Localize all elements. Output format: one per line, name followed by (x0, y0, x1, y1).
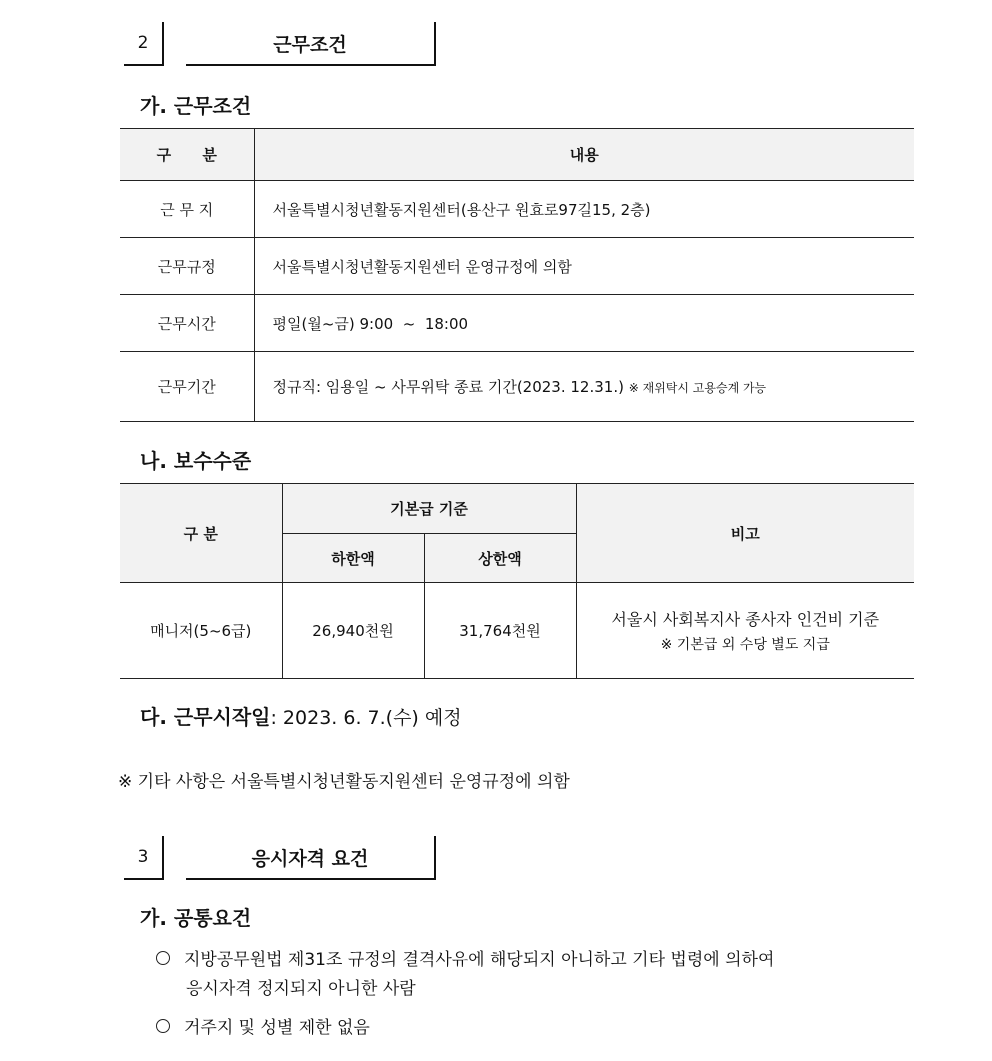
pay-row-remark (576, 583, 914, 679)
header-remark: 비고 (576, 484, 914, 583)
list-item (156, 1013, 370, 1038)
header-category: 구 분 (120, 484, 282, 583)
section-2-number: 2 (124, 22, 164, 66)
row-label-period: 근무기간 (120, 352, 254, 422)
table-header-row (120, 484, 914, 534)
row-content-rules: 서울특별시청년활동지원센터 운영규정에 의함 (254, 238, 914, 295)
start-date-value: : 2023. 6. 7.(수) 예정 (270, 707, 462, 729)
circle-bullet-icon (156, 1019, 170, 1033)
row-label-rules: 근무규정 (120, 238, 254, 295)
subheading-common-requirements: 가. 공통요건 (140, 906, 252, 930)
row-label-location: 근 무 지 (120, 181, 254, 238)
circle-bullet-icon (156, 951, 170, 965)
period-text: 정규직: 임용일 ~ 사무위탁 종료 기간(2023. 12.31.) (272, 378, 624, 396)
row-content-period (254, 352, 914, 422)
section-3-title: 응시자격 요건 (186, 836, 436, 880)
period-note: ※ 재위탁시 고용승계 가능 (628, 381, 767, 395)
header-content: 내용 (254, 129, 914, 181)
note-etc: ※ 기타 사항은 서울특별시청년활동지원센터 운영규정에 의함 (118, 772, 570, 792)
table-header-row (120, 129, 914, 181)
start-date-label: 다. 근무시작일 (140, 705, 271, 729)
subheading-work-conditions: 가. 근무조건 (140, 94, 252, 118)
requirement-1-line-2: 응시자격 정지되지 아니한 사람 (186, 979, 416, 999)
table-row (120, 295, 914, 352)
header-base-salary: 기본급 기준 (282, 484, 576, 534)
list-item (156, 945, 774, 970)
remark-line-1: 서울시 사회복지사 종사자 인건비 기준 (611, 610, 880, 629)
section-3-number: 3 (124, 836, 164, 880)
pay-row-label: 매니저(5~6급) (120, 583, 282, 679)
remark-line-2: ※ 기본급 외 수당 별도 지급 (660, 637, 830, 653)
pay-row-max: 31,764천원 (424, 583, 576, 679)
section-2-title: 근무조건 (186, 22, 436, 66)
table-row (120, 352, 914, 422)
requirement-1-line-1: 지방공무원법 제31조 규정의 결격사유에 해당되지 아니하고 기타 법령에 의하여 (184, 950, 775, 970)
requirement-2-line-1: 거주지 및 성별 제한 없음 (184, 1018, 370, 1038)
row-content-location: 서울특별시청년활동지원센터(용산구 원효로97길15, 2층) (254, 181, 914, 238)
subheading-pay-level: 나. 보수수준 (140, 449, 252, 473)
row-label-hours: 근무시간 (120, 295, 254, 352)
table-row (120, 181, 914, 238)
row-content-hours: 평일(월~금) 9:00 ~ 18:00 (254, 295, 914, 352)
header-category: 구 분 (120, 129, 254, 181)
pay-table (120, 483, 914, 679)
table-row (120, 238, 914, 295)
pay-row-min: 26,940천원 (282, 583, 424, 679)
table-row (120, 583, 914, 679)
start-date-line (140, 701, 462, 730)
header-max: 상한액 (424, 534, 576, 583)
work-conditions-table (120, 128, 914, 422)
header-min: 하한액 (282, 534, 424, 583)
